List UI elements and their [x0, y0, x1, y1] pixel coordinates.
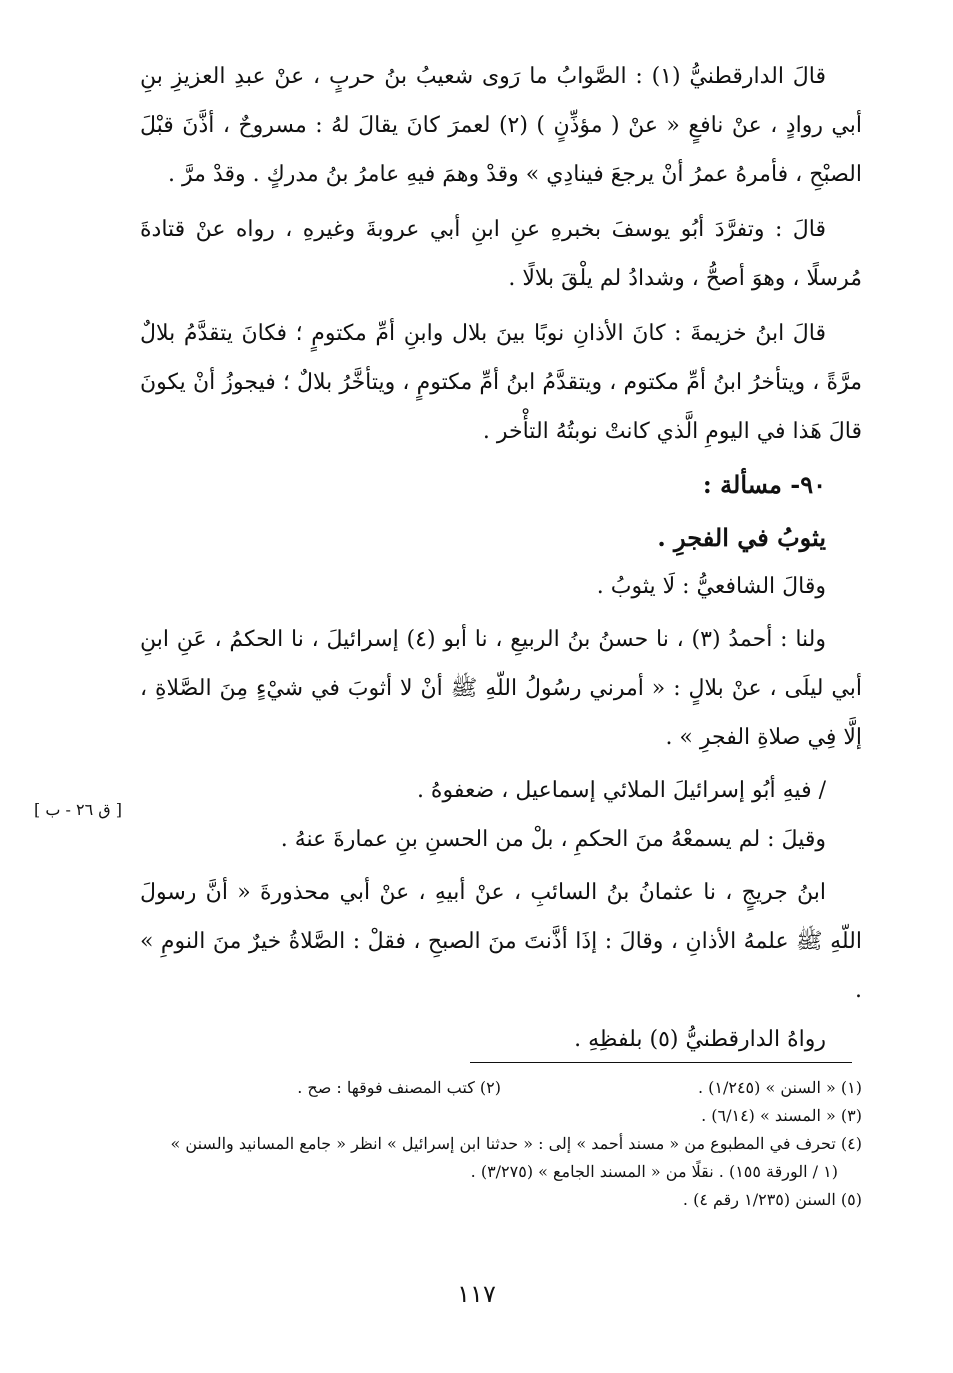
footnote-4: (٤) تحرف في المطبوع من « مسند أحمد » إلى : « حدثنا ابن إسرائيل » انظر « جامع المسانيد والسنن » [170, 1134, 862, 1153]
manuscript-folio-note: [ ق ٢٦ - ب ] [34, 800, 122, 819]
paragraph-ahmad-hadith: ولنا : أحمدُ (٣) ، نا حسنُ بنُ الربيعِ ، نا أبو (٤) إسرائيلَ ، نا الحكمُ ، عَنِ ابنِ أبي ليلَى ، عنْ بلالٍ : « أمرني رسُولُ اللّهِ ﷺ أنْ لا أثوبَ في شيْءٍ مِنَ الصَّلاةِ ، إلَّا فِي صلاةِ الفجرِ » . [140, 627, 862, 750]
paragraph-ibn-jurayj: ابنُ جريجٍ ، نا عثمانُ بنُ السائبِ ، عنْ أبيهِ ، عنْ أبي محذورةَ « أنَّ رسولَ اللّهِ ﷺ علمهُ الأذانِ ، وقالَ : إذَا أذَّنتَ منَ الصبحِ ، فقلْ : الصَّلاةُ خيرٌ منَ النومِ » . [140, 880, 862, 1003]
issue-number-heading: ٩٠- مسألة : [702, 470, 826, 499]
footnote-2: (٢) كتب المصنف فوقها : صح . [297, 1078, 501, 1097]
paragraph-ibn-khuzayma: قالَ ابنُ خزيمةَ : كانَ الأذانِ نوبًا بينَ بلال وابنِ أمِّ مكتومٍ ؛ فكانَ يتقدَّمُ بلالٌ مرَّةً ، ويتأخرُ ابنُ أمِّ مكتوم ، ويتقدَّمُ ابنُ أمِّ مكتومٍ ، ويتأخَّرُ بلالٌ ؛ فيجوزُ أنْ يكونَ قالَ هَذا في اليومِ الَّذي كانتْ نوبتُهُ التأْخر . [140, 321, 862, 444]
page-number: ١١٧ [457, 1280, 496, 1308]
paragraph-shafii: وقالَ الشافعيُّ : لَا يثوبُ . [596, 574, 826, 599]
footnote-1: (١) « السنن » (١/٢٤٥) . [697, 1078, 862, 1097]
footnote-4-continuation: (١ / الورقة ١٥٥) . نقلًا من « المسند الجامع » (٣/٢٧٥) . [470, 1162, 838, 1181]
footnotes [140, 1074, 862, 1214]
paragraph-qila: وقيلَ : لم يسمعْهُ منَ الحكمِ ، بلْ من الحسنِ بنِ عمارةَ عنهُ . [280, 827, 826, 852]
footnote-row-1-2 [140, 1074, 862, 1102]
footnote-5: (٥) السنن (١/٢٣٥ رقم ٤) . [682, 1190, 862, 1209]
main-text-top [140, 52, 862, 1064]
paragraph-daraqutni: قالَ الدارقطنيُّ (١) : الصَّوابُ ما رَوى شعيبُ بنُ حربٍ ، عنْ عبدِ العزيزِ بنِ أبي روادٍ ، عنْ نافعٍ « عنْ ( مؤذِّنٍ ) (٢) لعمرَ كانَ يقالَ لهُ : مسروحٌ ، أذَّنَ قبْلَ الصبْحِ ، فأمرهُ عمرُ أنْ يرجعَ فينادِي » وقدْ وهمَ فيهِ عامرُ بنُ مدركٍ . وقدْ مرَّ . [140, 64, 863, 187]
paragraph-abu-israil: / فيهِ أبُو إسرائيلَ الملائي إسماعيل ، ضعفوهُ . [416, 778, 826, 803]
paragraph-rawahu: رواهُ الدارقطنيُّ (٥) بلفظِهِ . [574, 1027, 826, 1052]
footnote-3: (٣) « المسند » (٦/١٤) . [701, 1106, 862, 1125]
issue-title-heading: يثوبُ في الفجرِ . [657, 523, 826, 552]
paragraph-abu-yusuf: قالَ : وتفرَّدَ أبُو يوسفَ بخبرهِ عنِ ابنِ أبي عروبةَ وغيرهِ ، رواه عنْ قتادةَ مُرسلًا ، وهوَ أصحُّ ، وشدادُ لم يلْقَ بلالًا . [140, 217, 862, 291]
footnote-separator [470, 1062, 852, 1063]
